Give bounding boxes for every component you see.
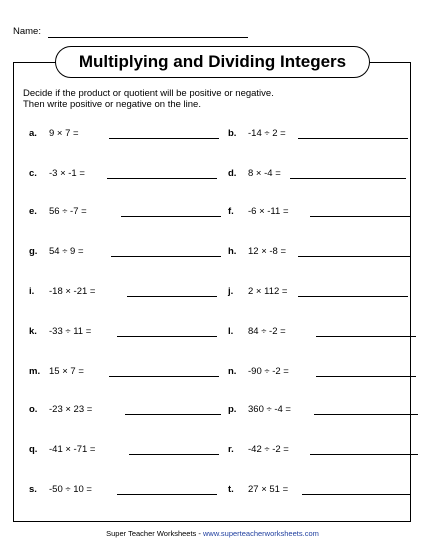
instructions bbox=[23, 88, 274, 110]
answer-line[interactable] bbox=[107, 178, 217, 179]
question-letter: a. bbox=[29, 128, 37, 139]
answer-line[interactable] bbox=[129, 454, 219, 455]
question-expression: 12 × -8 = bbox=[248, 246, 287, 257]
question-item bbox=[29, 444, 209, 458]
question-expression: -3 × -1 = bbox=[49, 168, 85, 179]
question-item bbox=[228, 444, 408, 458]
answer-line[interactable] bbox=[316, 336, 416, 337]
question-letter: q. bbox=[29, 444, 38, 455]
footer-brand: Super Teacher Worksheets bbox=[106, 529, 197, 538]
answer-line[interactable] bbox=[117, 336, 217, 337]
question-letter: c. bbox=[29, 168, 37, 179]
answer-line[interactable] bbox=[298, 296, 408, 297]
question-item bbox=[228, 206, 408, 220]
worksheet-title: Multiplying and Dividing Integers bbox=[55, 46, 370, 78]
question-letter: o. bbox=[29, 404, 38, 415]
answer-line[interactable] bbox=[111, 256, 221, 257]
answer-line[interactable] bbox=[117, 494, 217, 495]
answer-line[interactable] bbox=[314, 414, 418, 415]
question-expression: -42 ÷ -2 = bbox=[248, 444, 289, 455]
question-letter: p. bbox=[228, 404, 237, 415]
footer-separator: - bbox=[196, 529, 203, 538]
question-item bbox=[29, 326, 209, 340]
question-expression: 27 × 51 = bbox=[248, 484, 289, 495]
question-item bbox=[228, 246, 408, 260]
answer-line[interactable] bbox=[310, 454, 418, 455]
question-expression: -90 ÷ -2 = bbox=[248, 366, 289, 377]
footer bbox=[0, 529, 425, 538]
question-letter: l. bbox=[228, 326, 234, 337]
question-expression: 2 × 112 = bbox=[248, 286, 288, 297]
question-expression: -33 ÷ 11 = bbox=[49, 326, 92, 337]
question-letter: b. bbox=[228, 128, 237, 139]
question-letter: s. bbox=[29, 484, 37, 495]
answer-line[interactable] bbox=[298, 138, 408, 139]
answer-line[interactable] bbox=[290, 178, 406, 179]
question-item bbox=[228, 168, 408, 182]
answer-line[interactable] bbox=[310, 216, 410, 217]
question-item bbox=[29, 484, 209, 498]
question-expression: 56 ÷ -7 = bbox=[49, 206, 87, 217]
answer-line[interactable] bbox=[298, 256, 410, 257]
question-letter: n. bbox=[228, 366, 237, 377]
answer-line[interactable] bbox=[109, 376, 219, 377]
question-letter: i. bbox=[29, 286, 35, 297]
question-expression: 360 ÷ -4 = bbox=[248, 404, 291, 415]
question-letter: g. bbox=[29, 246, 38, 257]
question-letter: r. bbox=[228, 444, 234, 455]
name-label: Name: bbox=[13, 26, 41, 37]
question-expression: -6 × -11 = bbox=[248, 206, 289, 217]
question-expression: 15 × 7 = bbox=[49, 366, 84, 377]
question-item bbox=[29, 168, 209, 182]
question-item bbox=[29, 366, 209, 380]
question-letter: f. bbox=[228, 206, 234, 217]
question-item bbox=[29, 404, 209, 418]
answer-line[interactable] bbox=[109, 138, 219, 139]
question-item bbox=[228, 404, 408, 418]
question-item bbox=[29, 206, 209, 220]
question-expression: -18 × -21 = bbox=[49, 286, 96, 297]
question-expression: -50 ÷ 10 = bbox=[49, 484, 92, 495]
answer-line[interactable] bbox=[316, 376, 416, 377]
question-item bbox=[228, 484, 408, 498]
answer-line[interactable] bbox=[302, 494, 410, 495]
question-expression: 84 ÷ -2 = bbox=[248, 326, 286, 337]
question-expression: 54 ÷ 9 = bbox=[49, 246, 84, 257]
question-item bbox=[228, 326, 408, 340]
question-item bbox=[29, 128, 209, 142]
question-item bbox=[228, 128, 408, 142]
question-letter: t. bbox=[228, 484, 234, 495]
question-expression: -41 × -71 = bbox=[49, 444, 96, 455]
instruction-line-2: Then write positive or negative on the line. bbox=[23, 99, 201, 110]
question-letter: h. bbox=[228, 246, 237, 257]
footer-url-link[interactable]: www.superteacherworksheets.com bbox=[202, 529, 319, 538]
answer-line[interactable] bbox=[125, 414, 221, 415]
question-item bbox=[228, 366, 408, 380]
question-letter: k. bbox=[29, 326, 37, 337]
question-letter: j. bbox=[228, 286, 234, 297]
question-letter: m. bbox=[29, 366, 41, 377]
question-expression: 9 × 7 = bbox=[49, 128, 79, 139]
question-item bbox=[29, 286, 209, 300]
question-item bbox=[29, 246, 209, 260]
question-expression: 8 × -4 = bbox=[248, 168, 281, 179]
name-field-line[interactable] bbox=[48, 37, 248, 38]
question-letter: d. bbox=[228, 168, 237, 179]
instruction-line-1: Decide if the product or quotient will be positive or negative. bbox=[23, 88, 274, 99]
question-letter: e. bbox=[29, 206, 37, 217]
question-item bbox=[228, 286, 408, 300]
answer-line[interactable] bbox=[121, 216, 221, 217]
question-expression: -14 ÷ 2 = bbox=[248, 128, 286, 139]
question-expression: -23 × 23 = bbox=[49, 404, 93, 415]
answer-line[interactable] bbox=[127, 296, 217, 297]
